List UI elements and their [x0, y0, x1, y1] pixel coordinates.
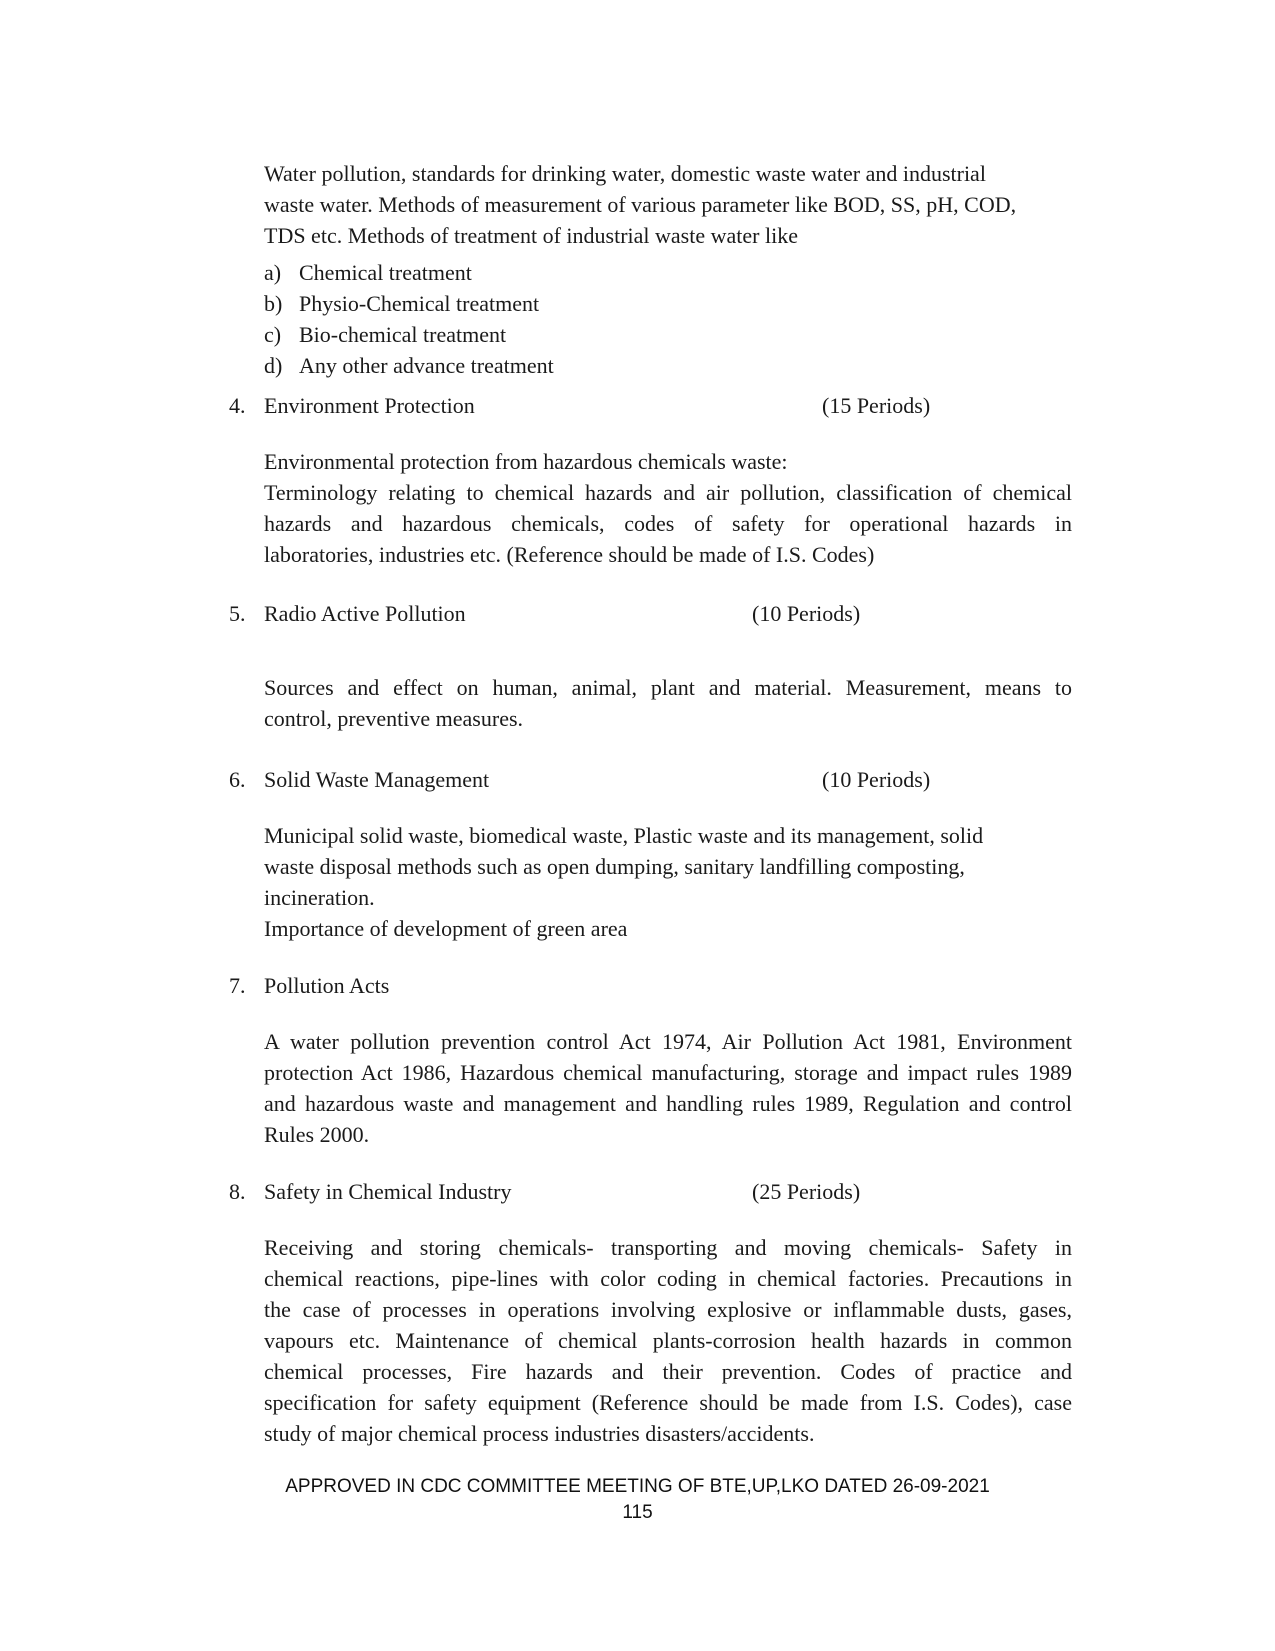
text-line: waste water. Methods of measurement of various parameter like BOD, SS, pH, COD, [264, 192, 1017, 217]
section-body [264, 1232, 1072, 1449]
treatment-list [264, 257, 554, 381]
text-line: Municipal solid waste, biomedical waste, Plastic waste and its management, solid [264, 823, 984, 848]
text-line: hazards and hazardous chemicals, codes of safety for operational hazards in [264, 511, 1072, 536]
section-periods: (15 Periods) [822, 393, 931, 418]
text-line: incineration. [264, 885, 375, 910]
section-body [264, 446, 1072, 570]
text-line: Receiving and storing chemicals- transporting and moving chemicals- Safety in [264, 1235, 1072, 1260]
list-item-text: Chemical treatment [299, 260, 472, 285]
section-title: Safety in Chemical Industry [264, 1179, 512, 1204]
text-line: laboratories, industries etc. (Reference should be made of I.S. Codes) [264, 542, 875, 567]
list-item [264, 350, 554, 381]
list-item-text: Bio-chemical treatment [299, 322, 507, 347]
section-number: 8. [229, 1179, 246, 1204]
text-line: study of major chemical process industries disasters/accidents. [264, 1421, 815, 1446]
section-title: Pollution Acts [264, 973, 390, 998]
list-marker: a) [264, 260, 282, 285]
list-item [264, 319, 554, 350]
text-line: vapours etc. Maintenance of chemical plants-corrosion health hazards in common [264, 1328, 1072, 1353]
section-title: Radio Active Pollution [264, 601, 466, 626]
text-line: specification for safety equipment (Reference should be made from I.S. Codes), case [264, 1390, 1072, 1415]
list-item-text: Physio-Chemical treatment [299, 291, 540, 316]
text-line: Environmental protection from hazardous chemicals waste: [264, 449, 788, 474]
section-title: Solid Waste Management [264, 767, 490, 792]
section-periods: (25 Periods) [752, 1179, 861, 1204]
text-line: A water pollution prevention control Act 1974, Air Pollution Act 1981, Environment [264, 1029, 1072, 1054]
text-line: chemical reactions, pipe-lines with color coding in chemical factories. Precautions in [264, 1266, 1072, 1291]
text-line: protection Act 1986, Hazardous chemical manufacturing, storage and impact rules 1989 [264, 1060, 1072, 1085]
list-item [264, 288, 554, 319]
list-marker: b) [264, 291, 283, 316]
list-marker: d) [264, 353, 283, 378]
section-number: 5. [229, 601, 246, 626]
section-number: 4. [229, 393, 246, 418]
section-body [264, 820, 1072, 944]
approval-footer: APPROVED IN CDC COMMITTEE MEETING OF BTE,UP,LKO DATED 26-09-2021 [285, 1476, 990, 1497]
list-item [264, 257, 554, 288]
text-line: control, preventive measures. [264, 706, 524, 731]
text-line: Sources and effect on human, animal, plant and material. Measurement, means to [264, 675, 1072, 700]
section-body [264, 1026, 1072, 1150]
list-marker: c) [264, 322, 282, 347]
text-line: the case of processes in operations involving explosive or inflammable dusts, gases, [264, 1297, 1072, 1322]
section-periods: (10 Periods) [822, 767, 931, 792]
section-body [264, 672, 1072, 734]
text-line: and hazardous waste and management and handling rules 1989, Regulation and control [264, 1091, 1072, 1116]
section-title: Environment Protection [264, 393, 475, 418]
text-line: Importance of development of green area [264, 916, 628, 941]
text-line: Rules 2000. [264, 1122, 370, 1147]
list-item-text: Any other advance treatment [299, 353, 554, 378]
section-number: 6. [229, 767, 246, 792]
page-number: 115 [622, 1502, 653, 1523]
text-line: Terminology relating to chemical hazards and air pollution, classification of chemical [264, 480, 1072, 505]
text-line: Water pollution, standards for drinking water, domestic waste water and industrial [264, 161, 986, 186]
intro-paragraph [264, 158, 1072, 251]
section-number: 7. [229, 973, 246, 998]
section-periods: (10 Periods) [752, 601, 861, 626]
text-line: chemical processes, Fire hazards and their prevention. Codes of practice and [264, 1359, 1072, 1384]
text-line: TDS etc. Methods of treatment of industrial waste water like [264, 223, 798, 248]
text-line: waste disposal methods such as open dumping, sanitary landfilling composting, [264, 854, 965, 879]
